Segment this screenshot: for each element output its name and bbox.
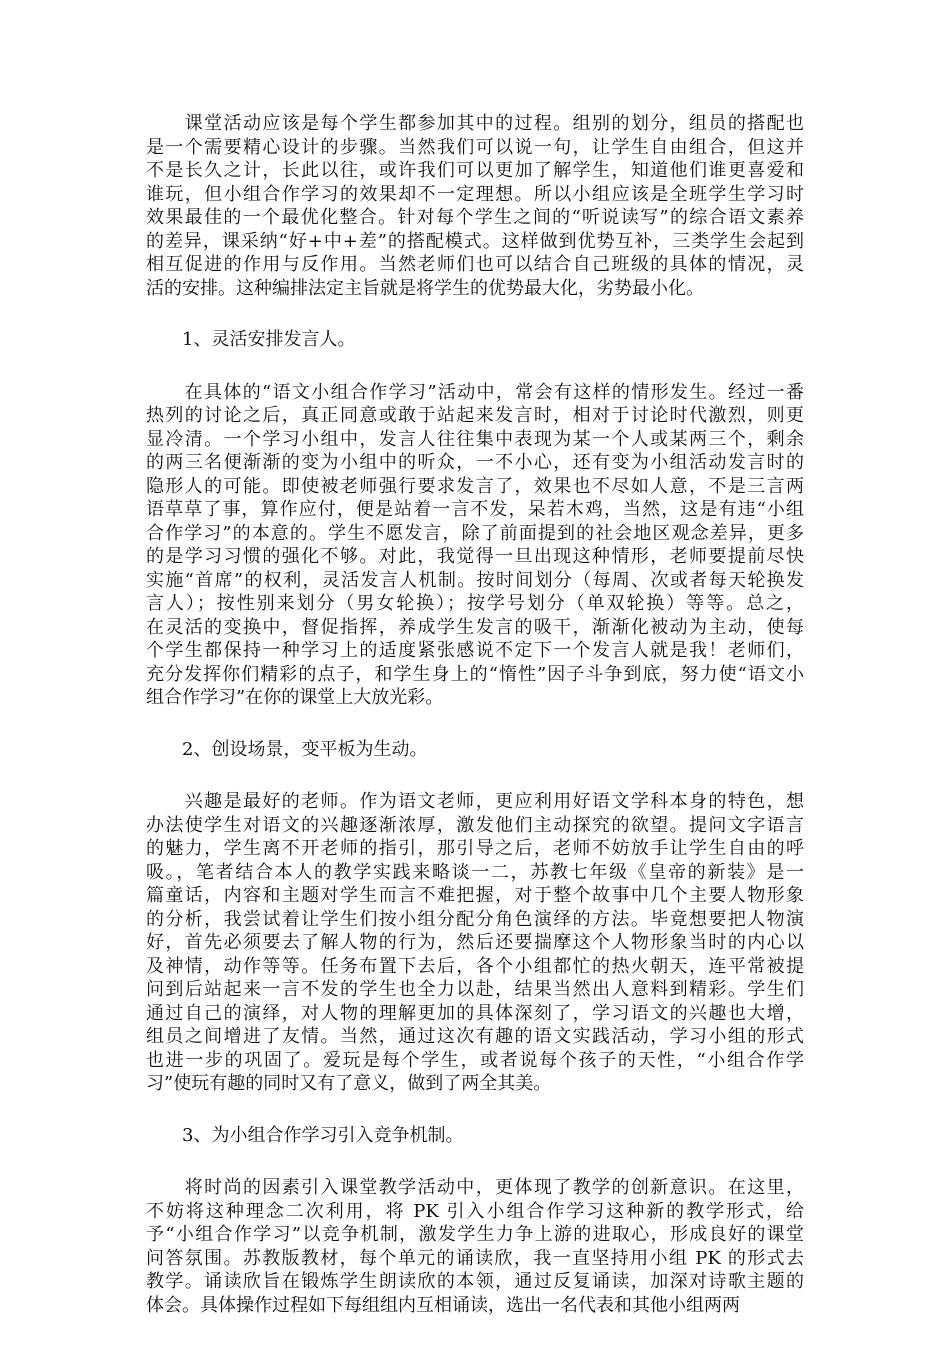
section-heading [146,738,804,762]
text-line: 予“小组合作学习”以竞争机制，激发学生力争上游的进取心，形成良好的课堂 [146,1224,804,1245]
text-line: 的两三名便渐渐的变为小组中的听众，一不小心，还有变为小组活动发言时的 [146,452,804,473]
body-paragraph [146,112,804,300]
text-line: 相互促进的作用与反作用。当然老师们也可以结合自己班级的具体的情况，灵 [146,254,804,275]
text-line: 显冷清。一个学习小组中，发言人往往集中表现为某一个人或某两三个，剩余 [146,428,804,450]
text-line: 实施“首席”的权利，灵活发言人机制。按时间划分（每周、次或者每天轮换发 [146,569,804,591]
body-paragraph [146,1176,804,1317]
text-line: 效果最佳的一个最优化整合。针对每个学生之间的“听说读写”的综合语文素养 [146,207,804,228]
text-line: 不妨将这种理念二次利用，将 PK 引入小组合作学习这种新的教学形式，给 [146,1200,804,1222]
text-line: 的分析，我尝试着让学生们按小组分配分角色演绎的方法。毕竟想要把人物演 [146,908,804,930]
text-line: 办法使学生对语文的兴趣逐渐浓厚，激发他们主动探究的欲望。提问文字语言 [146,814,804,836]
text-line: 及神情，动作等等。任务布置下去后，各个小组都忙的热火朝天，连平常被提 [146,955,804,977]
text-line: 通过自己的演绎，对人物的理解更加的具体深刻了，学习语文的兴趣也大增， [146,1002,804,1024]
text-line: 兴趣是最好的老师。作为语文老师，更应利用好语文学科本身的特色，想 [146,791,804,812]
text-line: 将时尚的因素引入课堂教学活动中，更体现了教学的创新意识。在这里， [146,1177,804,1198]
text-line: 在灵活的变换中，督促指挥，养成学生发言的吸干，渐渐化被动为主动，使每 [146,616,804,638]
text-line: 个学生都保持一种学习上的适度紧张感说不定下一个发言人就是我！老师们， [146,640,804,661]
text-line: 也进一步的巩固了。爱玩是每个学生，或者说每个孩子的天性，“小组合作学 [146,1049,804,1071]
text-line: 的差异，课采纳“好+中+差”的搭配模式。这样做到优势互补，三类学生会起到 [146,230,804,252]
text-line: 隐形人的可能。即使被老师强行要求发言了，效果也不尽如人意，不是三言两 [146,475,804,497]
document-page [146,112,804,1345]
text-line: 3、为小组合作学习引入竞争机制。 [146,1124,464,1146]
text-line: 的是学习习惯的强化不够。对此，我觉得一旦出现这种情形，老师要提前尽快 [146,546,804,567]
text-line: 问答氛围。苏教版教材，每个单元的诵读欣，我一直坚持用小组 PK 的形式去 [146,1247,804,1269]
section-heading [146,328,804,352]
section-heading [146,1124,804,1148]
text-line: 吸。，笔者结合本人的教学实践来略谈一二，苏教七年级《皇帝的新装》是一 [146,861,804,883]
text-line: 体会。具体操作过程如下每组组内互相诵读，选出一名代表和其他小组两两 [146,1294,740,1316]
text-line: 习”使玩有趣的同时又有了意义，做到了两全其美。 [146,1073,552,1094]
text-line: 教学。诵读欣旨在锻炼学生朗读欣的本领，通过反复诵读，加深对诗歌主题的 [146,1271,804,1292]
text-line: 1、灵活安排发言人。 [146,329,356,350]
text-line: 好，首先必须要去了解人物的行为，然后还要揣摩这个人物形象当时的内心以 [146,932,804,953]
text-line: 篇童话，内容和主题对学生而言不难把握，对于整个故事中几个主要人物形象 [146,885,804,906]
body-paragraph [146,790,804,1096]
text-line: 的魅力，学生离不开老师的指引，那引导之后，老师不妨放手让学生自由的呼 [146,838,804,859]
text-line: 言人）；按性别来划分（男女轮换）；按学号划分（单双轮换）等等。总之， [146,593,804,614]
text-line: 组合作学习”在你的课堂上大放光彩。 [146,687,444,708]
text-line: 组员之间增进了友情。当然，通过这次有趣的语文实践活动，学习小组的形式 [146,1026,804,1047]
body-paragraph [146,381,804,710]
text-line: 不是长久之计，长此以往，或许我们可以更加了解学生，知道他们谁更喜爱和 [146,160,804,181]
text-line: 是一个需要精心设计的步骤。当然我们可以说一句，让学生自由组合，但这并 [146,136,804,158]
text-line: 2、创设场景，变平板为生动。 [146,738,428,760]
text-line: 语草草了事，算作应付，便是站着一言不发，呆若木鸡，当然，这是有违“小组 [146,499,804,520]
text-line: 在具体的“语文小组合作学习”活动中，常会有这样的情形发生。经过一番 [146,381,804,403]
text-line: 谁玩，但小组合作学习的效果却不一定理想。所以小组应该是全班学生学习时 [146,183,804,205]
text-line: 活的安排。这种编排法定主旨就是将学生的优势最大化，劣势最小化。 [146,277,704,299]
text-line: 合作学习”的本意的。学生不愿发言，除了前面提到的社会地区观念差异，更多 [146,522,804,544]
text-line: 问到后站起来一言不发的学生也全力以赴，结果当然出人意料到精彩。学生们 [146,979,804,1000]
text-line: 充分发挥你们精彩的点子，和学生身上的“惰性”因子斗争到底，努力使“语文小 [146,663,804,685]
text-line: 课堂活动应该是每个学生都参加其中的过程。组别的划分，组员的搭配也 [146,113,804,134]
text-line: 热列的讨论之后，真正同意或敢于站起来发言时，相对于讨论时代激烈，则更 [146,405,804,426]
